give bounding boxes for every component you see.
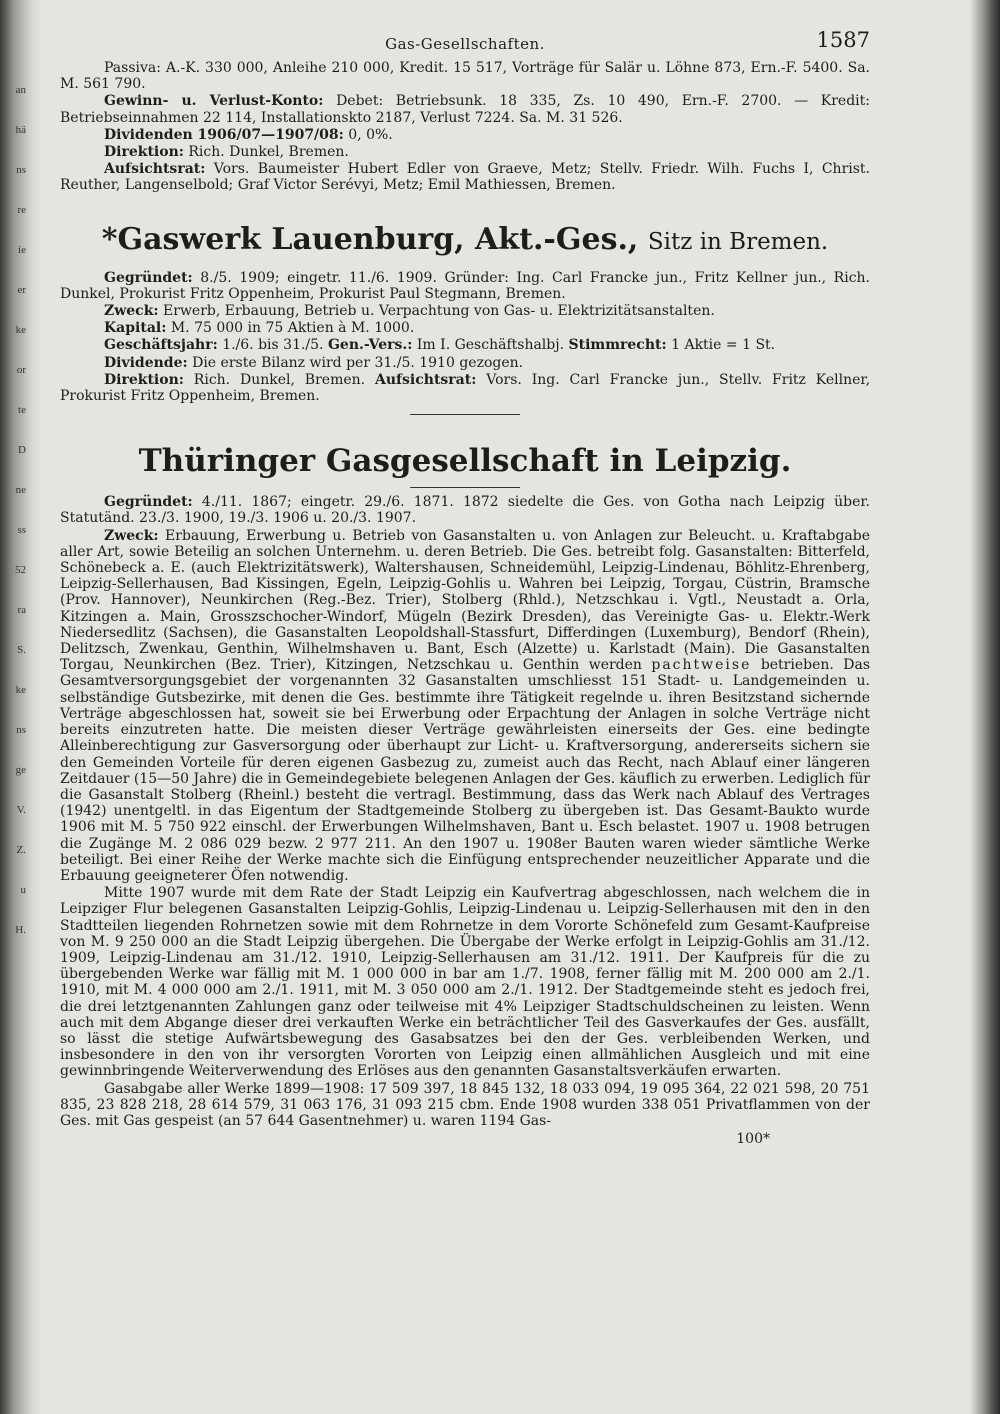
direction-label: Direktion: <box>104 144 184 161</box>
margin-fragment: 52 <box>15 564 26 576</box>
margin-fragment: ke <box>15 324 26 336</box>
supervisory-board-text: Vors. Baumeister Hubert Edler von Graeve, Metz; Stellv. Friedr. Wilh. Fuchs I, Christ. Reuther, Langenselbold; Graf Victor Serévyi, Metz; Emil Mathiessen, Bremen. <box>60 161 871 194</box>
gv-konto-paragraph <box>60 93 870 125</box>
lauenburg-dividend <box>60 355 870 371</box>
thueringer-purpose <box>60 528 870 884</box>
margin-fragment: Z. <box>16 844 26 856</box>
thueringer-gas-output-paragraph: Gasabgabe aller Werke 1899—1908: 17 509 397, 18 845 132, 18 033 094, 19 095 364, 22 021 598, 20 751 835, 23 828 218, 28 614 579, 31 063 176, 31 093 215 cbm. Ende 1908 wurden 338 051 Privatflammen von der Ges. mit Gas gespeist (an 57 644 Gasentnehmer) u. waren 1194 Gas- <box>60 1080 870 1129</box>
thueringer-purpose-label: Zweck: <box>104 527 159 544</box>
margin-fragment: ne <box>15 484 26 496</box>
lauenburg-entry <box>60 222 870 416</box>
thueringer-founded <box>60 494 870 526</box>
lauenburg-founded-text: 8./5. 1909; eingetr. 11./6. 1909. Gründer: Ing. Carl Francke jun., Fritz Kellner jun., Rich. Dunkel, Prokurist Fritz Oppenheim, Prokurist Paul Stegmann, Bremen. <box>60 269 870 302</box>
direction-paragraph <box>60 144 870 160</box>
section-divider <box>410 414 520 415</box>
margin-fragment: ns <box>16 724 26 736</box>
margin-fragment: re <box>17 204 26 216</box>
lauenburg-purpose <box>60 303 870 319</box>
lauenburg-founded-label: Gegründet: <box>104 269 193 286</box>
page-number: 1587 <box>816 28 870 52</box>
lauenburg-dividend-label: Dividende: <box>104 354 188 371</box>
lauenburg-meeting-text: Im I. Geschäftshalbj. <box>416 337 565 354</box>
margin-fragment: ss <box>17 524 26 536</box>
dividends-paragraph <box>60 127 870 143</box>
margin-fragments <box>0 70 26 950</box>
lauenburg-founded <box>60 270 870 302</box>
running-head-title: Gas-Gesellschaften. <box>385 35 545 53</box>
lauenburg-dividend-text: Die erste Bilanz wird per 31./5. 1910 gezogen. <box>192 354 524 371</box>
margin-fragment: ke <box>15 684 26 696</box>
lauenburg-capital-text: M. 75 000 in 75 Aktien à M. 1000. <box>170 320 415 337</box>
thueringer-sale-paragraph: Mitte 1907 wurde mit dem Rate der Stadt Leipzig ein Kaufvertrag abgeschlossen, nach welchem die in Leipziger Flur belegenen Gasanstalten Leipzig-Gohlis, Leipzig-Lindenau u. Leipzig-Sellerhausen mit den in den Stadtteilen liegenden Rohrnetzen sowie mit dem Rohrnetze in dem Vororte Schönefeld zum Gesamt-Kaufpreise von M. 9 250 000 an die Stadt Leipzig übergehen. Die Übergabe der Werke erfolgt in Leipzig-Gohlis am 31./12. 1909, Leipzig-Lindenau am 31./12. 1910, Leipzig-Sellerhausen am 31./12. 1911. Der Kaufpreis für die zu übergebenden Werke war fällig mit M. 1 000 000 in bar am 1./7. 1908, ferner fällig mit M. 200 000 am 2./1. 1910, mit M. 4 000 000 am 2./1. 1911, mit M. 3 050 000 am 2./1. 1912. Der Stadtgemeinde steht es jedoch frei, die drei letztgenannten Zahlungen ganz oder teilweise mit 4% Leipziger Stadtschuldscheinen zu leisten. Wenn auch mit dem Abgange dieser drei verkauften Werke ein beträchtlicher Teil des Gasverkaufes der Ges. ausfällt, so lässt die stetige Aufwärtsbewegung des Gasabsatzes bei den der Ges. verbleibenden Werken, und insbesondere in den von ihr versorgten Vororten von Leipzig einen allmählichen Ausgleich und mit eine gewinnbringende Weiterverwendung des Erlöses aus den genannten Gasanstaltsverkäufen erwarten. <box>60 885 870 1080</box>
margin-fragment: ra <box>17 604 26 616</box>
lauenburg-title <box>60 222 870 260</box>
lauenburg-direction-text: Rich. Dunkel, Bremen. <box>193 371 366 388</box>
thueringer-title: Thüringer Gasgesellschaft in Leipzig. <box>138 443 792 480</box>
scan-right-edge <box>970 0 1000 1414</box>
thueringer-founded-text: 4./11. 1867; eingetr. 29./6. 1871. 1872 siedelte die Ges. von Gotha nach Leipzig über. Statutänd. 23./3. 1900, 19./3. 1906 u. 20./3. 1907. <box>60 494 871 527</box>
lauenburg-voting-label: Stimmrecht: <box>568 337 667 354</box>
margin-fragment: te <box>18 404 26 416</box>
supervisory-board-paragraph <box>60 161 870 193</box>
supervisory-board-label: Aufsichtsrat: <box>104 161 206 178</box>
thueringer-purpose-text-2: betrieben. Das Gesamtversorgungsgebiet der vorgenannten 32 Gasanstalten umschliesst 151 Stadt- u. Landgemeinden u. selbständige Gutsbezirke, mit denen die Ges. bestimmte ihre Tätigkeit regelnde u. ihren Besitzstand sichernde Verträge abgeschlossen hat, soweit sie bei Erwerbung oder Erpachtung der Anlagen in solche Verträge nicht bereits einzutreten hatte. Die meisten dieser Verträge gewährleisten einerseits der Ges. eine bedingte Alleinberechtigung zur Gasversorgung oder überhaupt zur Licht- u. Kraftversorgung, andererseits sichern sie den Gemeinden Vorteile für deren eigenen Gasbezug zu, zumeist auch das Recht, nach Ablauf einer längeren Zeitdauer (15—50 Jahre) die in Gemeindegebiete belegenen Anlagen der Ges. käuflich zu erwerben. Lediglich für die Gasanstalt Stolberg (Rheinl.) besteht die vertragl. Bestimmung, dass das Werk nach Ablauf des Vertrages (1942) unentgeltl. in das Eigentum der Stadtgemeinde Stolberg zu übergeben ist. Das Gesamt-Baukto wurde 1906 mit M. 5 750 922 einschl. der Erwerbungen Wilhelmshaven, Bant u. Esch belastet. 1907 u. 1908 betrugen die Zugänge M. 2 086 029 bezw. 2 977 211. An den 1907 u. 1908er Bauten waren wieder sämtliche Werke beteiligt. Bei einer Reihe der Werke machte sich die Einfügung entsprechender neuzeitlicher Apparate und die Erbauung geeigneterer Öfen notwendig. <box>60 657 871 884</box>
margin-fragment: an <box>15 84 26 96</box>
lauenburg-direction-label: Direktion: <box>104 371 184 388</box>
previous-entry <box>60 60 870 194</box>
lauenburg-fiscal-text: 1./6. bis 31./5. <box>222 337 324 354</box>
direction-text: Rich. Dunkel, Bremen. <box>188 144 349 161</box>
dividends-label: Dividenden 1906/07—1907/08: <box>104 126 344 143</box>
thueringer-founded-label: Gegründet: <box>104 494 193 511</box>
lauenburg-capital-label: Kapital: <box>104 320 167 337</box>
margin-fragment: V. <box>16 804 26 816</box>
dividends-text: 0, 0%. <box>348 126 393 143</box>
lauenburg-board-label: Aufsichtsrat: <box>374 371 477 388</box>
lauenburg-direction <box>60 372 870 404</box>
margin-fragment: u <box>20 884 26 896</box>
passiva-text: Passiva: A.-K. 330 000, Anleihe 210 000, Kredit. 15 517, Vorträge für Salär u. Löhne 873, Ern.-F. 5400. Sa. M. 561 790. <box>60 60 870 93</box>
margin-fragment: hä <box>15 124 26 136</box>
thueringer-entry <box>60 443 870 1147</box>
thueringer-purpose-spaced: pachtweise <box>651 657 752 674</box>
margin-fragment: ge <box>15 764 26 776</box>
margin-fragment: D <box>18 444 26 456</box>
margin-fragment: ie <box>18 244 26 256</box>
margin-fragment: S. <box>17 644 26 656</box>
lauenburg-title-main: *Gaswerk Lauenburg, Akt.-Ges., <box>101 221 639 257</box>
lauenburg-capital <box>60 320 870 336</box>
lauenburg-board-text: Vors. Ing. Carl Francke jun., Stellv. Fritz Kellner, Prokurist Fritz Oppenheim, Bremen. <box>60 371 871 405</box>
lauenburg-purpose-text: Erwerb, Erbauung, Betrieb u. Verpachtung von Gas- u. Elektrizitätsanstalten. <box>163 303 715 320</box>
lauenburg-title-sub: Sitz in Bremen. <box>647 228 829 255</box>
thueringer-purpose-text-1: Erbauung, Erwerbung u. Betrieb von Gasanstalten u. von Anlagen zur Beleucht. u. Kraftabgabe aller Art, sowie Beteilig an solchen Unternehm. u. deren Betrieb. Die Ges. betreibt folg. Gasanstalten: Bitterfeld, Schönebeck a. E. (auch Elektrizitätswerk), Waltershausen, Schneidemühl, Leipzig-Lindenau, Böhlitz-Ehrenberg, Leipzig-Sellerhausen, Bad Kissingen, Egeln, Leipzig-Gohlis u. Wahren bei Leipzig, Torgau, Cüstrin, Bramsche (Prov. Hannover), Neunkirchen (Reg.-Bez. Trier), Stolberg (Rhld.), Netzschkau i. Vgtl., Neustadt a. Orla, Kitzingen a. Main, Grosszschocher-Windorf, Mügeln (Bezirk Dresden), das Vereinigte Gas- u. Elektr.-Werk Niedersedlitz (Sachsen), die Gasanstalten Leopoldshall-Stassfurt, Differdingen (Luxemburg), Bendorf (Rhein), Delitzsch, Zwenkau, Genthin, Wilhelmshaven u. Bant, Esch (Alzette) u. Karlstadt (Main). Die Gasanstalten Torgau, Neunkirchen (Bez. Trier), Kitzingen, Netzschkau u. Genthin werden <box>60 527 870 674</box>
margin-fragment: ns <box>16 164 26 176</box>
margin-fragment: H. <box>15 924 26 936</box>
document-page <box>60 30 870 1147</box>
lauenburg-fiscal-label: Geschäftsjahr: <box>104 337 218 354</box>
margin-fragment: or <box>16 364 26 376</box>
lauenburg-meeting-label: Gen.-Vers.: <box>327 337 413 354</box>
lauenburg-voting-text: 1 Aktie = 1 St. <box>671 337 776 354</box>
title-underline <box>410 487 520 488</box>
gv-konto-label: Gewinn- u. Verlust-Konto: <box>104 93 324 110</box>
running-head <box>60 30 870 60</box>
lauenburg-purpose-label: Zweck: <box>104 303 159 320</box>
signature-mark: 100* <box>736 1131 770 1148</box>
lauenburg-fiscal <box>60 337 870 353</box>
gv-konto-text: Debet: Betriebsunk. 18 335, Zs. 10 490, Ern.-F. 2700. — Kredit: Betriebseinnahmen 22 114, Installationskto 2187, Verlust 7224. Sa. M. 31 526. <box>60 93 870 126</box>
margin-fragment: er <box>17 284 26 296</box>
